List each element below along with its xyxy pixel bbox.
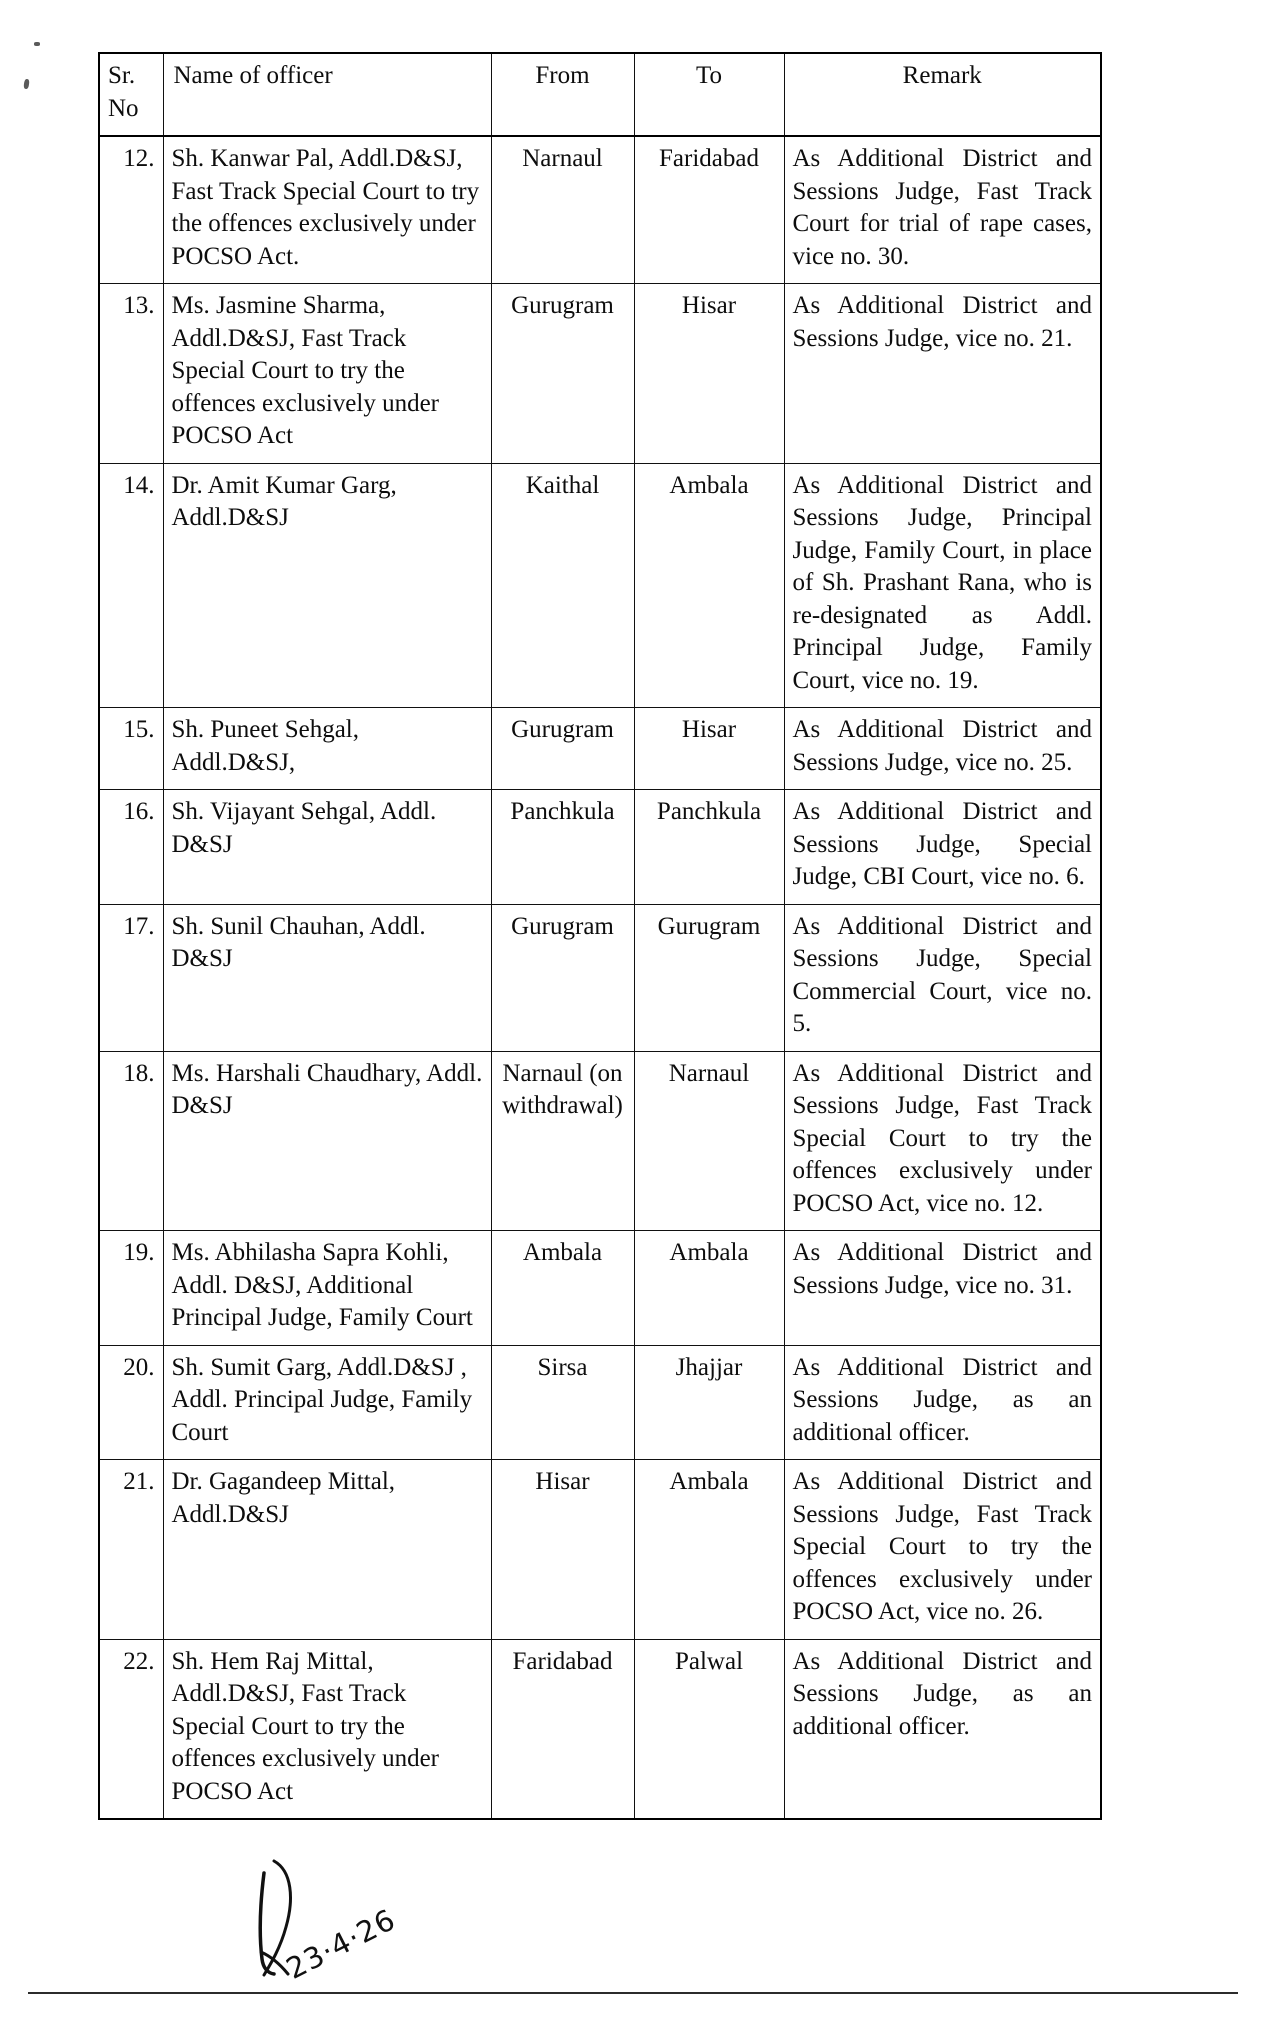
- table-row: [99, 904, 1101, 1051]
- cell-from: Gurugram: [491, 284, 634, 464]
- table-row: [99, 790, 1101, 905]
- scan-speck: [23, 79, 29, 90]
- remark-text: As Additional District and Sessions Judge, Special Judge, CBI Court, vice no. 6.: [792, 798, 1092, 890]
- cell-officer-name: Sh. Vijayant Sehgal, Addl. D&SJ: [163, 790, 491, 905]
- remark-text: As Additional District and Sessions Judge, Fast Track Court for trial of rape cases, vice no. 30.: [792, 145, 1092, 270]
- cell-officer-name: Ms. Jasmine Sharma, Addl.D&SJ, Fast Track Special Court to try the offences exclusively under POCSO Act: [163, 284, 491, 464]
- cell-officer-name: Sh. Puneet Sehgal, Addl.D&SJ,: [163, 708, 491, 790]
- table-header: [99, 53, 1101, 136]
- cell-from: Gurugram: [491, 904, 634, 1051]
- document-body: [98, 52, 1100, 1820]
- column-header-sr-no: [99, 53, 163, 136]
- cell-sr-no: 19.: [99, 1231, 163, 1346]
- cell-remark: [784, 136, 1101, 284]
- cell-sr-no: 22.: [99, 1639, 163, 1819]
- cell-sr-no: 21.: [99, 1460, 163, 1640]
- cell-from: Hisar: [491, 1460, 634, 1640]
- cell-remark: [784, 1345, 1101, 1460]
- cell-remark: [784, 1460, 1101, 1640]
- column-header-sr-line1: Sr.: [108, 62, 136, 89]
- cell-officer-name: Sh. Hem Raj Mittal, Addl.D&SJ, Fast Track Special Court to try the offences exclusively under POCSO Act: [163, 1639, 491, 1819]
- column-header-from: From: [491, 53, 634, 136]
- cell-to: Palwal: [634, 1639, 784, 1819]
- table-row: [99, 463, 1101, 708]
- cell-to: Jhajjar: [634, 1345, 784, 1460]
- column-header-remark: Remark: [784, 53, 1101, 136]
- cell-sr-no: 17.: [99, 904, 163, 1051]
- remark-text: As Additional District and Sessions Judge, Special Commercial Court, vice no. 5.: [792, 912, 1092, 1037]
- cell-to: Gurugram: [634, 904, 784, 1051]
- cell-to: Ambala: [634, 1231, 784, 1346]
- cell-remark: [784, 1051, 1101, 1231]
- table-row: [99, 136, 1101, 284]
- remark-text: As Additional District and Sessions Judge, as an additional officer.: [792, 1353, 1092, 1446]
- table-row: [99, 1639, 1101, 1819]
- cell-from: Panchkula: [491, 790, 634, 905]
- transfer-order-table: [98, 52, 1102, 1820]
- cell-sr-no: 13.: [99, 284, 163, 464]
- table-header-row: [99, 53, 1101, 136]
- table-row: [99, 708, 1101, 790]
- table-row: [99, 1231, 1101, 1346]
- scan-speck: [34, 42, 40, 46]
- cell-officer-name: Dr. Gagandeep Mittal, Addl.D&SJ: [163, 1460, 491, 1640]
- column-header-sr-line2: No: [108, 94, 139, 122]
- table-row: [99, 1460, 1101, 1640]
- cell-officer-name: Dr. Amit Kumar Garg, Addl.D&SJ: [163, 463, 491, 708]
- cell-sr-no: 18.: [99, 1051, 163, 1231]
- cell-to: Ambala: [634, 1460, 784, 1640]
- column-header-to: To: [634, 53, 784, 136]
- table-row: [99, 1345, 1101, 1460]
- column-header-name: Name of officer: [163, 53, 491, 136]
- cell-remark: [784, 708, 1101, 790]
- cell-officer-name: Sh. Sunil Chauhan, Addl. D&SJ: [163, 904, 491, 1051]
- cell-officer-name: Sh. Kanwar Pal, Addl.D&SJ, Fast Track Special Court to try the offences exclusively under POCSO Act.: [163, 136, 491, 284]
- remark-text: As Additional District and Sessions Judge, Fast Track Special Court to try the offences exclusively under POCSO Act, vice no. 26.: [792, 1468, 1092, 1625]
- table-row: [99, 284, 1101, 464]
- cell-sr-no: 14.: [99, 463, 163, 708]
- page-footer-rule: [28, 1992, 1238, 1994]
- table-body: [99, 136, 1101, 1819]
- cell-to: Panchkula: [634, 790, 784, 905]
- cell-sr-no: 12.: [99, 136, 163, 284]
- cell-from: Faridabad: [491, 1639, 634, 1819]
- cell-remark: [784, 284, 1101, 464]
- remark-text: As Additional District and Sessions Judge, Principal Judge, Family Court, in place of Sh. Prashant Rana, who is re-designated as Addl. Principal Judge, Family Court, vice no. 19.: [792, 471, 1092, 694]
- cell-from: Sirsa: [491, 1345, 634, 1460]
- cell-to: Ambala: [634, 463, 784, 708]
- cell-sr-no: 16.: [99, 790, 163, 905]
- cell-remark: [784, 790, 1101, 905]
- cell-remark: [784, 1639, 1101, 1819]
- cell-officer-name: Sh. Sumit Garg, Addl.D&SJ , Addl. Principal Judge, Family Court: [163, 1345, 491, 1460]
- cell-officer-name: Ms. Abhilasha Sapra Kohli, Addl. D&SJ, Additional Principal Judge, Family Court: [163, 1231, 491, 1346]
- cell-from: Kaithal: [491, 463, 634, 708]
- cell-from: Narnaul (on withdrawal): [491, 1051, 634, 1231]
- cell-from: Gurugram: [491, 708, 634, 790]
- remark-text: As Additional District and Sessions Judge, Fast Track Special Court to try the offences exclusively under POCSO Act, vice no. 12.: [792, 1059, 1092, 1217]
- remark-text: As Additional District and Sessions Judge, as an additional officer.: [792, 1647, 1092, 1740]
- signature-date: 23·4·26: [280, 1902, 402, 1986]
- cell-sr-no: 20.: [99, 1345, 163, 1460]
- cell-to: Faridabad: [634, 136, 784, 284]
- cell-from: Ambala: [491, 1231, 634, 1346]
- cell-remark: [784, 904, 1101, 1051]
- signature-block: [230, 1855, 490, 2005]
- remark-text: As Additional District and Sessions Judge, vice no. 25.: [792, 716, 1092, 776]
- cell-from: Narnaul: [491, 136, 634, 284]
- cell-remark: [784, 463, 1101, 708]
- cell-to: Narnaul: [634, 1051, 784, 1231]
- remark-text: As Additional District and Sessions Judge, vice no. 31.: [792, 1239, 1092, 1299]
- cell-to: Hisar: [634, 708, 784, 790]
- cell-to: Hisar: [634, 284, 784, 464]
- cell-officer-name: Ms. Harshali Chaudhary, Addl. D&SJ: [163, 1051, 491, 1231]
- table-row: [99, 1051, 1101, 1231]
- remark-text: As Additional District and Sessions Judge, vice no. 21.: [792, 292, 1092, 352]
- cell-remark: [784, 1231, 1101, 1346]
- cell-sr-no: 15.: [99, 708, 163, 790]
